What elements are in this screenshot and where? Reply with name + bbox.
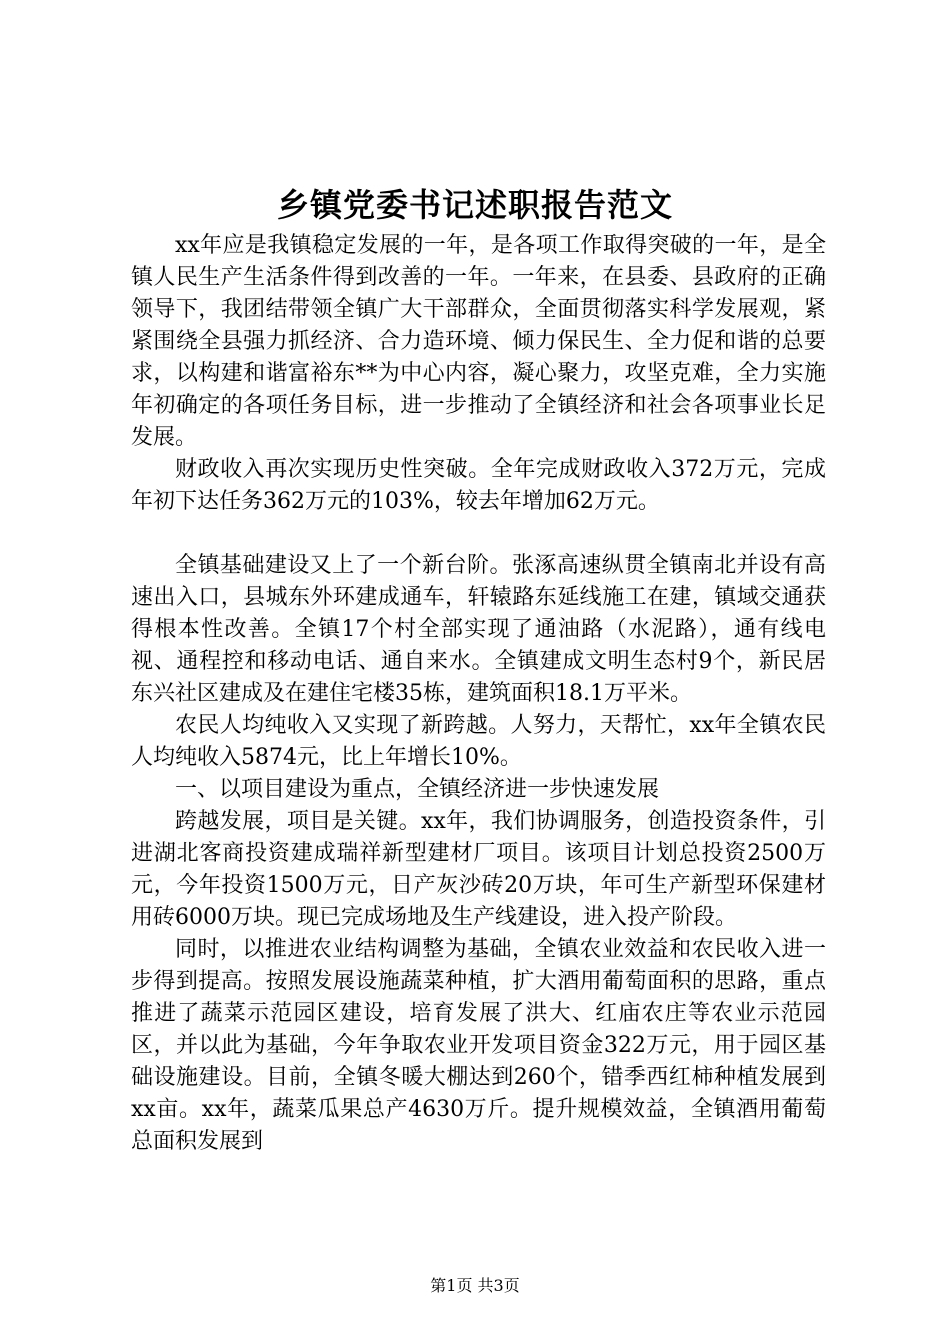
page-footer: 第1页 共3页: [430, 1276, 520, 1295]
paragraph-fiscal-revenue: 财政收入再次实现历史性突破。全年完成财政收入372万元，完成年初下达任务362万元的103%，较去年增加62万元。: [131, 457, 826, 514]
paragraph-intro: xx年应是我镇稳定发展的一年，是各项工作取得突破的一年，是全镇人民生产生活条件得到改善的一年。一年来，在县委、县政府的正确领导下，我团结带领全镇广大干部群众，全面贯彻落实科学发展观，紧紧围绕全县强力抓经济、合力造环境、倾力保民生、全力促和谐的总要求，以构建和谐富裕东**为中心内容，凝心聚力，攻坚克难，全力实施年初确定的各项任务目标，进一步推动了全镇经济和社会各项事业长足发展。: [131, 233, 826, 450]
paragraph-infrastructure: 全镇基础建设又上了一个新台阶。张涿高速纵贯全镇南北并设有高速出入口，县城东外环建成通车，轩辕路东延线施工在建，镇域交通获得根本性改善。全镇17个村全部实现了通油路（水泥路），通有线电视、通程控和移动电话、通自来水。全镇建成文明生态村9个，新民居东兴社区建成及在建住宅楼35栋，建筑面积18.1万平米。: [131, 553, 826, 706]
paragraph-project-building: 跨越发展，项目是关键。xx年，我们协调服务，创造投资条件，引进湖北客商投资建成瑞祥新型建材厂项目。该项目计划总投资2500万元，今年投资1500万元，日产灰沙砖20万块，年可生产新型环保建材用砖6000万块。现已完成场地及生产线建设，进入投产阶段。: [131, 809, 826, 930]
section-heading-projects: 一、以项目建设为重点，全镇经济进一步快速发展: [175, 777, 660, 802]
document-title: 乡镇党委书记述职报告范文: [276, 186, 673, 224]
paragraph-farmer-income: 农民人均纯收入又实现了新跨越。人努力，天帮忙，xx年全镇农民人均纯收入5874元，比上年增长10%。: [131, 713, 826, 770]
document-body: [131, 230, 826, 1158]
paragraph-agriculture: 同时，以推进农业结构调整为基础，全镇农业效益和农民收入进一步得到提高。按照发展设施蔬菜种植，扩大酒用葡萄面积的思路，重点推进了蔬菜示范园区建设，培育发展了洪大、红庙农庄等农业示范园区，并以此为基础，今年争取农业开发项目资金322万元，用于园区基础设施建设。目前，全镇冬暖大棚达到260个，错季西红柿种植发展到xx亩。xx年，蔬菜瓜果总产4630万斤。提升规模效益，全镇酒用葡萄总面积发展到: [131, 937, 826, 1154]
